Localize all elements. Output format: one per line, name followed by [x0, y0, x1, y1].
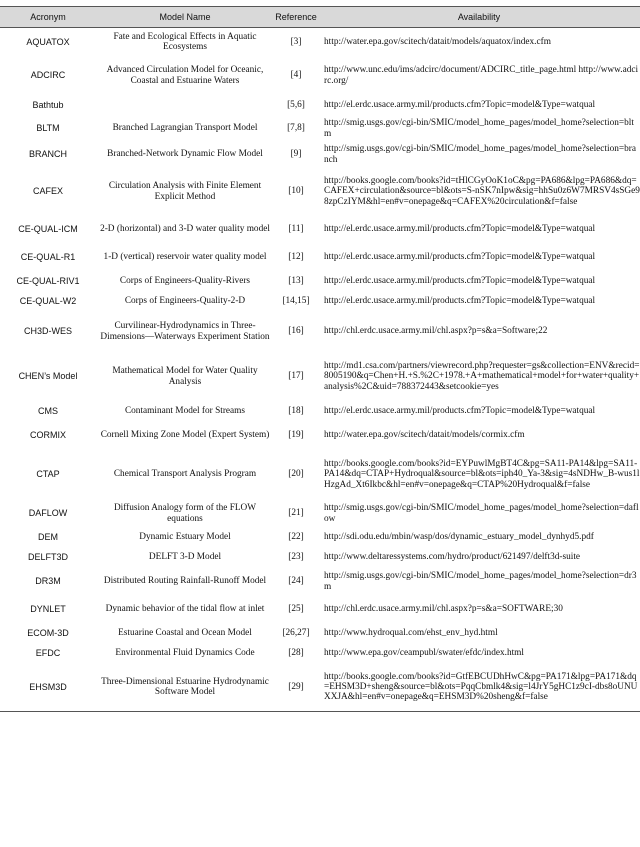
cell-reference: [16]	[288, 326, 304, 337]
cell-availability-link: http://books.google.com/books?id=tHlCGyOoK1oC&pg=PA686&lpg=PA686&dq=CAFEX+circulation&source=bl&ots=S-nSK7nIpw&sig=hhSu0z6W7MRSV4sSGe98zpCzIYM&hl=en#v=onepage&q=CAFEX%20circulation&f=false	[324, 176, 640, 207]
header-acronym: Acronym	[0, 7, 96, 28]
cell-model-name: Distributed Routing Rainfall-Runoff Model	[103, 576, 267, 587]
cell-availability-link: http://md1.csa.com/partners/viewrecord.php?requester=gs&collection=ENV&recid=8005190&q=Chen+H.+S.%2C+1978.+A+mathematical+model+for+water+quality+analysis%2C&uid=788372443&setcookie=yes	[324, 361, 640, 392]
cell-model-name: DELFT 3-D Model	[148, 552, 222, 563]
cell-reference: [5,6]	[287, 100, 305, 111]
cell-reference: [25]	[288, 604, 304, 615]
cell-availability-link: http://el.erdc.usace.army.mil/products.cfm?Topic=model&Type=watqual	[324, 296, 596, 307]
cell-model-name: Corps of Engineers-Quality-2-D	[124, 296, 246, 307]
table-row	[0, 272, 640, 292]
table-row	[0, 312, 640, 352]
cell-acronym: CE-QUAL-W2	[19, 296, 77, 307]
table-row	[0, 422, 640, 450]
cell-reference: [22]	[288, 532, 304, 543]
cell-availability-link: http://smig.usgs.gov/cgi-bin/SMIC/model_home_pages/model_home?selection=dr3m	[324, 571, 637, 592]
cell-reference: [12]	[288, 252, 304, 263]
cell-model-name: Mathematical Model for Water Quality Analysis	[112, 366, 258, 387]
cell-availability-link: http://sdi.odu.edu/mbin/wasp/dos/dynamic_estuary_model_dynhyd5.pdf	[324, 532, 594, 543]
cell-availability-link: http://el.erdc.usace.army.mil/products.cfm?Topic=model&Type=watqual	[324, 224, 596, 235]
cell-reference: [24]	[288, 576, 304, 587]
cell-reference: [26,27]	[282, 628, 310, 639]
cell-acronym: DEM	[38, 532, 58, 543]
cell-reference: [23]	[288, 552, 304, 563]
cell-model-name: 2-D (horizontal) and 3-D water quality model	[100, 224, 270, 235]
cell-model-name: Estuarine Coastal and Ocean Model	[118, 628, 252, 639]
cell-availability-link: http://www.epa.gov/ceampubl/swater/efdc/index.html	[324, 648, 525, 659]
cell-model-name: Environmental Fluid Dynamics Code	[115, 648, 255, 659]
cell-acronym: CE-QUAL-RIV1	[16, 276, 80, 287]
cell-acronym: CTAP	[36, 469, 60, 480]
cell-model-name: Contaminant Model for Streams	[124, 406, 246, 417]
cell-acronym: CHEN’s Model	[18, 371, 78, 382]
cell-acronym: CE-QUAL-ICM	[18, 224, 78, 235]
table-row	[0, 56, 640, 96]
cell-reference: [13]	[288, 276, 304, 287]
cell-model-name: Three-Dimensional Estuarine Hydrodynamic Software Model	[96, 664, 274, 712]
cell-acronym: BRANCH	[28, 149, 67, 160]
cell-availability-link: http://el.erdc.usace.army.mil/products.cfm?Topic=model&Type=watqual	[324, 252, 596, 263]
cell-reference: [3]	[290, 36, 302, 47]
cell-reference: [29]	[274, 664, 318, 712]
models-table	[0, 6, 640, 712]
cell-reference: [9]	[290, 149, 302, 160]
cell-acronym: ECOM-3D	[27, 628, 69, 639]
cell-acronym: ADCIRC	[30, 70, 66, 81]
table-header-row	[0, 7, 640, 28]
table-row	[0, 352, 640, 402]
table-row	[0, 142, 640, 168]
cell-reference: [14,15]	[282, 296, 310, 307]
header-model-name: Model Name	[96, 7, 274, 28]
table-row	[0, 500, 640, 528]
table-row	[0, 548, 640, 568]
cell-model-name: Dynamic Estuary Model	[139, 532, 231, 543]
cell-reference: [28]	[288, 648, 304, 659]
cell-model-name: Diffusion Analogy form of the FLOW equations	[113, 503, 257, 524]
cell-reference: [11]	[288, 224, 304, 235]
cell-availability-link: http://www.hydroqual.com/ehst_env_hyd.html	[324, 628, 498, 639]
cell-acronym: DELFT3D	[27, 552, 68, 563]
cell-acronym: CE-QUAL-R1	[20, 252, 76, 263]
cell-model-name: Advanced Circulation Model for Oceanic, Coastal and Estuarine Waters	[106, 65, 264, 86]
table-row	[0, 96, 640, 116]
cell-model-name: Corps of Engineers-Quality-Rivers	[119, 276, 251, 287]
table-row	[0, 596, 640, 624]
cell-reference: [10]	[288, 186, 304, 197]
cell-reference: [18]	[288, 406, 304, 417]
cell-acronym: EHSM3D	[0, 664, 96, 712]
header-reference: Reference	[274, 7, 318, 28]
cell-acronym: DAFLOW	[28, 508, 68, 519]
table-row	[0, 402, 640, 422]
cell-model-name: Cornell Mixing Zone Model (Expert System)	[100, 430, 270, 441]
table-row	[0, 216, 640, 244]
cell-availability-link: http://chl.erdc.usace.army.mil/chl.aspx?p=s&a=Software;22	[324, 326, 548, 337]
cell-acronym: CORMIX	[30, 430, 66, 441]
table-row	[0, 168, 640, 216]
cell-availability-link: http://water.epa.gov/scitech/datait/models/aquatox/index.cfm	[324, 36, 551, 47]
cell-acronym: Bathtub	[32, 100, 64, 111]
table-row	[0, 116, 640, 142]
cell-acronym: AQUATOX	[26, 36, 70, 47]
cell-reference: [7,8]	[287, 123, 305, 134]
cell-model-name: Fate and Ecological Effects in Aquatic Ecosystems	[113, 31, 257, 52]
cell-availability-link: http://books.google.com/books?id=EYPuwlMgBT4C&pg=SA11-PA14&lpg=SA11-PA14&dq=CTAP+Hydroqual&source=bl&ots=iph40_Ya-3&sig=4sNDHw_B-wus1lHzgAd_Xt6Ikbc&hl=en#v=onepage&q=CTAP%20Hydroqual&f=false	[324, 459, 640, 490]
table-row	[0, 244, 640, 272]
cell-acronym: DYNLET	[30, 604, 66, 615]
cell-reference: [19]	[288, 430, 304, 441]
cell-availability-link: http://water.epa.gov/scitech/datait/models/cormix.cfm	[324, 430, 525, 441]
cell-availability-link: http://el.erdc.usace.army.mil/products.cfm?Topic=model&Type=watqual	[324, 100, 596, 111]
header-availability: Availability	[318, 7, 640, 28]
cell-availability-link: http://smig.usgs.gov/cgi-bin/SMIC/model_home_pages/model_home?selection=branch	[324, 144, 636, 165]
cell-model-name: Branched-Network Dynamic Flow Model	[107, 149, 263, 160]
table-row	[0, 28, 640, 56]
cell-reference: [21]	[288, 508, 304, 519]
cell-acronym: CH3D-WES	[23, 326, 72, 337]
table-row	[0, 644, 640, 664]
cell-reference: [4]	[290, 70, 302, 81]
cell-acronym: DR3M	[35, 576, 61, 587]
cell-model-name: Chemical Transport Analysis Program	[113, 469, 257, 480]
cell-availability-link: http://el.erdc.usace.army.mil/products.cfm?Topic=model&Type=watqual	[324, 276, 596, 287]
cell-acronym: EFDC	[35, 648, 61, 659]
table-row	[0, 624, 640, 644]
cell-model-name: Branched Lagrangian Transport Model	[112, 123, 258, 134]
table-row	[0, 292, 640, 312]
cell-availability-link: http://el.erdc.usace.army.mil/products.cfm?Topic=model&Type=watqual	[324, 406, 596, 417]
cell-model-name: Curvilinear-Hydrodynamics in Three-Dimensions—Waterways Experiment Station	[100, 321, 270, 342]
cell-reference: [17]	[288, 371, 304, 382]
cell-availability-link: http://www.deltaressystems.com/hydro/product/621497/delft3d-suite	[324, 552, 581, 563]
table-row	[0, 528, 640, 548]
cell-model-name	[96, 96, 274, 116]
cell-model-name: Circulation Analysis with Finite Element Explicit Method	[108, 181, 262, 202]
cell-availability-link: http://smig.usgs.gov/cgi-bin/SMIC/model_home_pages/model_home?selection=bltm	[324, 118, 634, 139]
cell-availability-link: http://smig.usgs.gov/cgi-bin/SMIC/model_home_pages/model_home?selection=daflow	[324, 503, 639, 524]
cell-model-name: 1-D (vertical) reservoir water quality model	[103, 252, 267, 263]
cell-availability-link: http://www.unc.edu/ims/adcirc/document/ADCIRC_title_page.html http://www.adcirc.org/	[324, 65, 639, 86]
cell-availability-link: http://books.google.com/books?id=GtfEBCUDhHwC&pg=PA171&lpg=PA171&dq=EHSM3D+sheng&source=bl&ots=PqqCbmlk4&sig=l4JrY5gHC1z9cI-dbs8oUNUXXJA&hl=en#v=onepage&q=EHSM3D%20sheng&f=false	[318, 664, 640, 712]
cell-reference: [20]	[288, 469, 304, 480]
cell-model-name: Dynamic behavior of the tidal flow at inlet	[105, 604, 265, 615]
cell-acronym: BLTM	[36, 123, 60, 134]
table-row	[0, 568, 640, 596]
cell-acronym: CAFEX	[32, 186, 63, 197]
cell-acronym: CMS	[38, 406, 58, 417]
cell-availability-link: http://chl.erdc.usace.army.mil/chl.aspx?p=s&a=SOFTWARE;30	[324, 604, 563, 615]
table-row	[0, 664, 640, 712]
table-row	[0, 450, 640, 500]
